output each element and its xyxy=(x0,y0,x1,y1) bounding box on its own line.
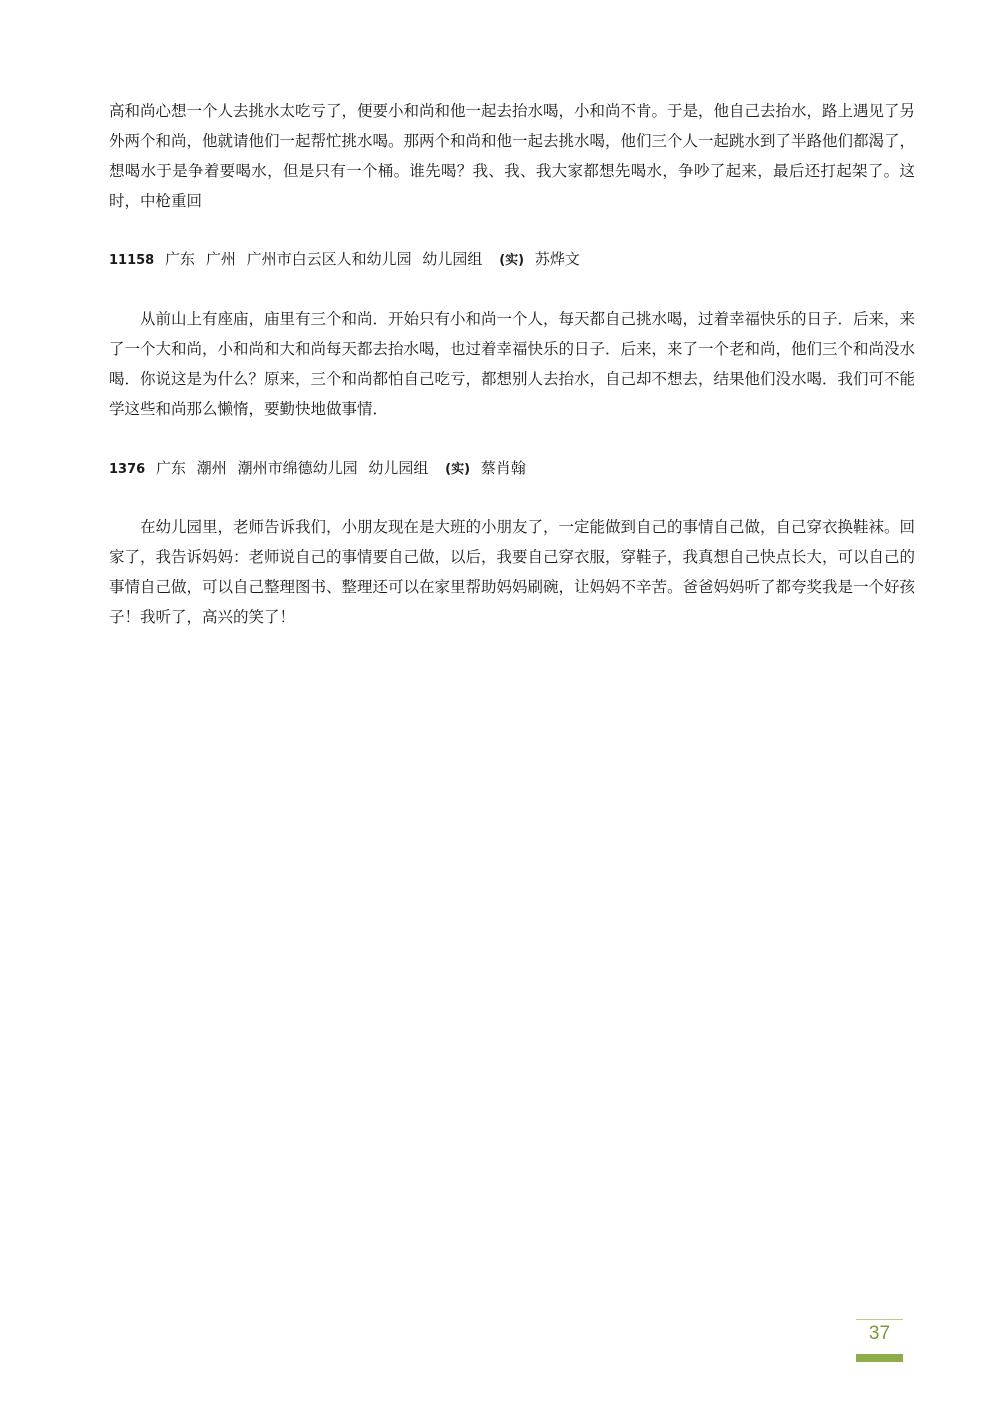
paragraph-continued: 高和尚心想一个人去挑水太吃亏了，便要小和尚和他一起去抬水喝，小和尚不肯。于是，他自己去抬水，路上遇见了另外两个和尚，他就请他们一起帮忙挑水喝。那两个和尚和他一起去挑水喝，他们三个人一起跳水到了半路他们都渴了，想喝水于是争着要喝水，但是只有一个桶。谁先喝？我、我、我大家都想先喝水，争吵了起来，最后还打起架了。这时，中枪重回 xyxy=(109,102,916,210)
entry-text: 在幼儿园里，老师告诉我们，小朋友现在是大班的小朋友了，一定能做到自己的事情自己做，自己穿衣换鞋袜。回家了，我告诉妈妈：老师说自己的事情要自己做，以后，我要自己穿衣服，穿鞋子，我真想自己快点长大，可以自己的事情自己做，可以自己整理图书、整理还可以在家里帮助妈妈刷碗，让妈妈不辛苦。爸爸妈妈听了都夸奖我是一个好孩子！我听了，高兴的笑了！ xyxy=(109,518,916,626)
entry-heading xyxy=(109,456,526,482)
entry-province: 广东 xyxy=(165,250,196,268)
entry-school: 广州市白云区人和幼儿园 xyxy=(246,250,412,268)
entry-city: 广州 xyxy=(205,250,236,268)
entry-heading xyxy=(109,247,580,273)
entry-author: 苏烨文 xyxy=(534,250,580,268)
entry-group: 幼儿园组 xyxy=(422,250,483,268)
entry-author: 蔡肖翰 xyxy=(480,459,526,477)
entry-tag: (实) xyxy=(445,462,471,477)
entry-id: 11158 xyxy=(109,253,155,268)
page-number-rule xyxy=(856,1319,903,1320)
entry-province: 广东 xyxy=(155,459,186,477)
page-number-footer xyxy=(856,1319,903,1362)
entry-school: 潮州市绵德幼儿园 xyxy=(237,459,358,477)
page-number: 37 xyxy=(868,1323,891,1344)
entry-city: 潮州 xyxy=(196,459,227,477)
entry-text: 从前山上有座庙，庙里有三个和尚．开始只有小和尚一个人，每天都自己挑水喝，过着幸福快乐的日子．后来，来了一个大和尚，小和尚和大和尚每天都去抬水喝，也过着幸福快乐的日子．后来，来了一个老和尚，他们三个和尚没水喝．你说这是为什么？原来，三个和尚都怕自己吃亏，都想别人去抬水，自己却不想去，结果他们没水喝．我们可不能学这些和尚那么懒惰，要勤快地做事情． xyxy=(109,310,916,418)
entry-tag: (实) xyxy=(499,253,525,268)
entry-id: 1376 xyxy=(109,462,146,477)
page-number-bar xyxy=(856,1354,903,1362)
entry-group: 幼儿园组 xyxy=(368,459,429,477)
